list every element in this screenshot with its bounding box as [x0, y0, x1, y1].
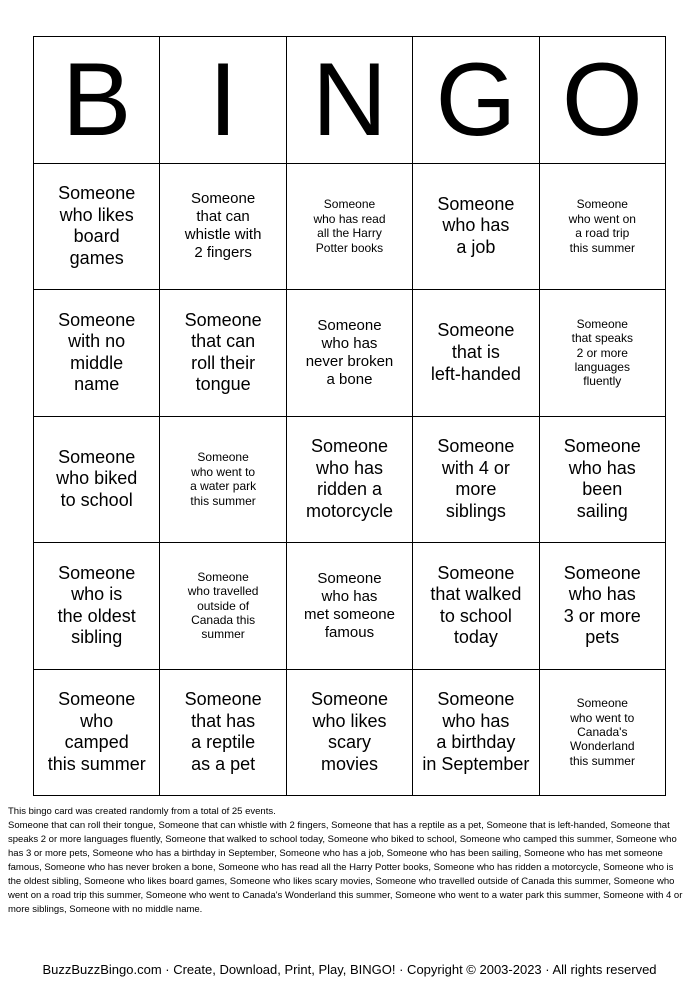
bingo-cell: Someone with 4 or more siblings	[413, 417, 539, 544]
bingo-cell: Someone who went on a road trip this summer	[540, 164, 666, 291]
bingo-cell: Someone with no middle name	[34, 290, 160, 417]
bingo-cell: Someone that speaks 2 or more languages fluently	[540, 290, 666, 417]
bingo-cell: Someone who has a birthday in September	[413, 670, 539, 797]
bingo-cell: Someone who has 3 or more pets	[540, 543, 666, 670]
header-letter-o: O	[540, 37, 666, 164]
header-letter-b: B	[34, 37, 160, 164]
bingo-cell: Someone who has never broken a bone	[287, 290, 413, 417]
bingo-cell: Someone who went to a water park this summer	[160, 417, 286, 544]
bingo-card	[33, 36, 666, 796]
bingo-cell: Someone who camped this summer	[34, 670, 160, 797]
bingo-cell: Someone that can whistle with 2 fingers	[160, 164, 286, 291]
bingo-cell: Someone who has a job	[413, 164, 539, 291]
bingo-cell: Someone who is the oldest sibling	[34, 543, 160, 670]
bingo-cell: Someone that has a reptile as a pet	[160, 670, 286, 797]
bingo-cell: Someone that can roll their tongue	[160, 290, 286, 417]
header-letter-i: I	[160, 37, 286, 164]
bingo-cell: Someone who likes scary movies	[287, 670, 413, 797]
footer-text: BuzzBuzzBingo.com · Create, Download, Print, Play, BINGO! · Copyright © 2003-2023 · All rights reserved	[42, 962, 657, 977]
bingo-cell: Someone that walked to school today	[413, 543, 539, 670]
bingo-cell: Someone who travelled outside of Canada this summer	[160, 543, 286, 670]
bingo-cell: Someone that is left-handed	[413, 290, 539, 417]
bingo-cell: Someone who biked to school	[34, 417, 160, 544]
header-letter-n: N	[287, 37, 413, 164]
bingo-cell: Someone who has ridden a motorcycle	[287, 417, 413, 544]
notes-intro: This bingo card was created randomly from a total of 25 events.	[8, 806, 276, 817]
header-letter-g: G	[413, 37, 539, 164]
bingo-cell: Someone who has met someone famous	[287, 543, 413, 670]
bingo-cell: Someone who likes board games	[34, 164, 160, 291]
bingo-cell: Someone who has read all the Harry Potter books	[287, 164, 413, 291]
bingo-cell: Someone who went to Canada's Wonderland this summer	[540, 670, 666, 797]
card-notes	[8, 805, 688, 917]
bingo-cell: Someone who has been sailing	[540, 417, 666, 544]
notes-event-list: Someone that can roll their tongue, Someone that can whistle with 2 fingers, Someone that has a reptile as a pet, Someone that is left-handed, Someone that speaks 2 or more languages fluently, Someone that walked to school today, Someone who biked to school, Someone who camped this summer, Someone who has 3 or more pets, Someone who has a birthday in September, Someone who has a job, Someone who has been sailing, Someone who has met someone famous, Someone who has never broken a bone, Someone who has read all the Harry Potter books, Someone who has ridden a motorcycle, Someone who is the oldest sibling, Someone who likes board games, Someone who likes scary movies, Someone who travelled outside of Canada this summer, Someone who went on a road trip this summer, Someone who went to Canada's Wonderland this summer, Someone who went to a water park this summer, Someone with 4 or more siblings, Someone with no middle name.	[8, 820, 683, 915]
